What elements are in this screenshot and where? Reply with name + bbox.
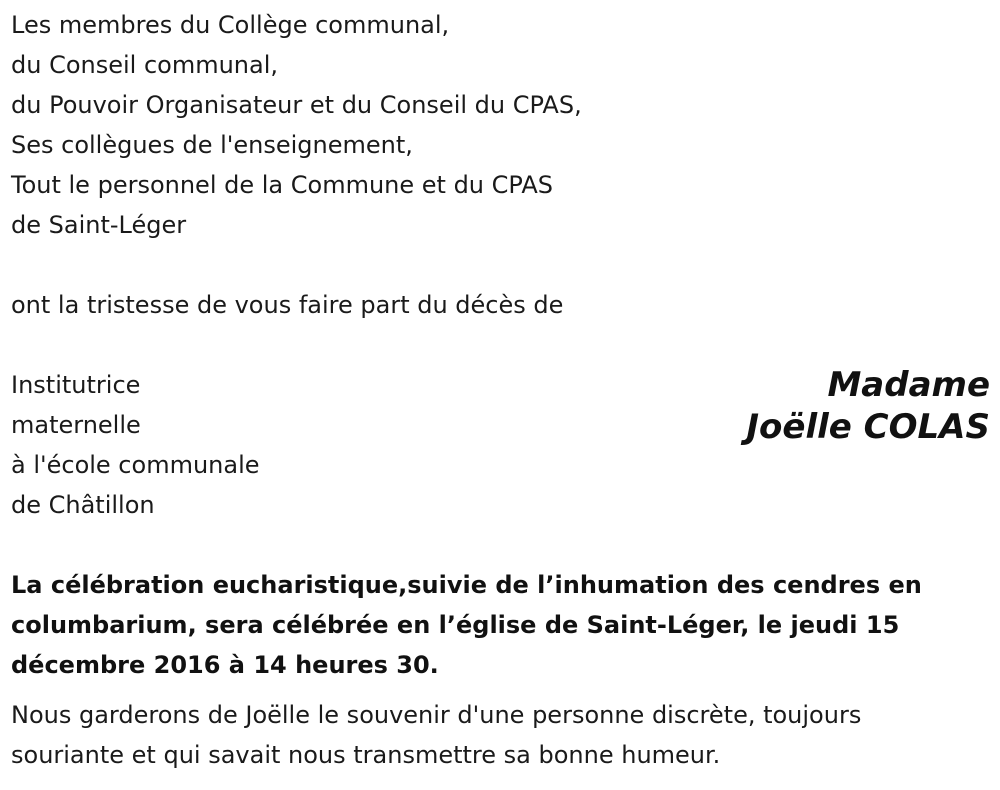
signatory-line: de Saint-Léger xyxy=(11,211,187,239)
ceremony-line: décembre 2016 à 14 heures 30. xyxy=(11,651,439,679)
ceremony-line: La célébration eucharistique,suivie de l’inhumation des cendres en xyxy=(11,571,922,599)
ceremony-line: columbarium, sera célébrée en l’église de Saint-Léger, le jeudi 15 xyxy=(11,611,900,639)
signatory-line: du Conseil communal, xyxy=(11,51,279,79)
deceased-title: Madame xyxy=(827,365,990,405)
role-line: Institutrice xyxy=(11,371,141,399)
role-line: maternelle xyxy=(11,411,141,439)
tribute-line: souriante et qui savait nous transmettre sa bonne humeur. xyxy=(11,741,721,769)
role-line: de Châtillon xyxy=(11,491,155,519)
signatory-line: du Pouvoir Organisateur et du Conseil du CPAS, xyxy=(11,91,582,119)
signatory-line: Tout le personnel de la Commune et du CPAS xyxy=(11,171,553,199)
ceremony-details xyxy=(11,565,922,685)
role-line: à l'école communale xyxy=(11,451,260,479)
announcement-text: ont la tristesse de vous faire part du décès de xyxy=(11,291,564,319)
signatory-line: Les membres du Collège communal, xyxy=(11,11,450,39)
role-description xyxy=(11,365,260,525)
tribute-text xyxy=(11,695,861,775)
deceased-name-block xyxy=(746,364,990,448)
signatory-line: Ses collègues de l'enseignement, xyxy=(11,131,413,159)
signatories-block xyxy=(11,5,582,245)
deceased-name: Joëlle COLAS xyxy=(746,407,990,447)
tribute-line: Nous garderons de Joëlle le souvenir d'une personne discrète, toujours xyxy=(11,701,862,729)
